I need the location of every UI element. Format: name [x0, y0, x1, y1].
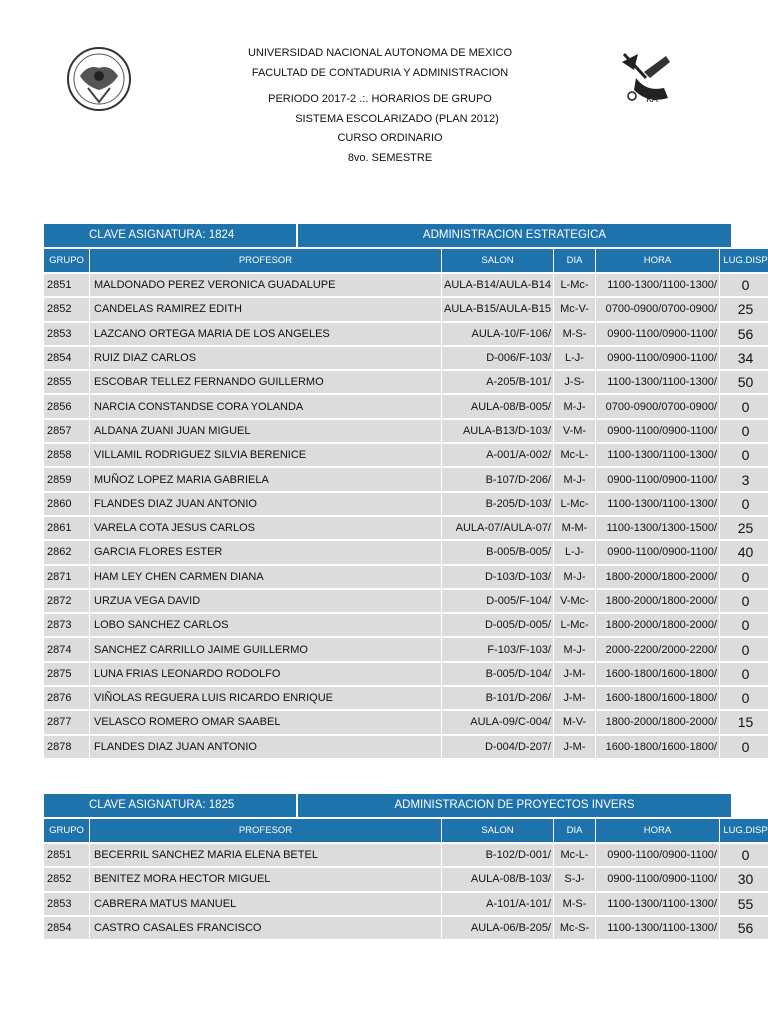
hora-cell: 1600-1800/1600-1800/ [596, 661, 720, 685]
salon-cell: A-101/A-101/ [442, 891, 554, 915]
dia-cell: L-Mc- [554, 491, 596, 515]
dia-cell: J-M- [554, 661, 596, 685]
lug-disp-cell: 30 [720, 866, 768, 890]
hora-cell: 0900-1100/0900-1100/ [596, 866, 720, 890]
dia-cell: L-Mc- [554, 612, 596, 636]
grupo-cell: 2873 [44, 612, 90, 636]
dia-cell: M-J- [554, 636, 596, 660]
profesor-cell: BENITEZ MORA HECTOR MIGUEL [90, 866, 442, 890]
profesor-cell: SANCHEZ CARRILLO JAIME GUILLERMO [90, 636, 442, 660]
lug-disp-cell: 25 [720, 296, 768, 320]
salon-cell: B-005/B-005/ [442, 539, 554, 563]
salon-cell: D-006/F-103/ [442, 345, 554, 369]
lug-disp-cell: 55 [720, 891, 768, 915]
grupo-cell: 2876 [44, 685, 90, 709]
table-row [44, 734, 768, 758]
salon-cell: D-004/D-207/ [442, 734, 554, 758]
grupo-cell: 2872 [44, 588, 90, 612]
curso-line: CURSO ORDINARIO [337, 132, 443, 144]
dia-cell: Mc-S- [554, 915, 596, 939]
profesor-cell: URZUA VEGA DAVID [90, 588, 442, 612]
lug-disp-cell: 40 [720, 539, 768, 563]
table-row [44, 866, 768, 890]
profesor-cell: FLANDES DIAZ JUAN ANTONIO [90, 734, 442, 758]
grupo-cell: 2860 [44, 491, 90, 515]
dia-cell: Mc-V- [554, 296, 596, 320]
salon-cell: AULA-08/B-103/ [442, 866, 554, 890]
column-header-lug-disp: LUG.DISP [720, 247, 768, 272]
salon-cell: AULA-B15/AULA-B15 [442, 296, 554, 320]
dia-cell: J-S- [554, 369, 596, 393]
hora-cell: 2000-2200/2000-2200/ [596, 636, 720, 660]
table-row [44, 272, 768, 296]
hora-cell: 0900-1100/0900-1100/ [596, 466, 720, 490]
profesor-cell: MALDONADO PEREZ VERONICA GUADALUPE [90, 272, 442, 296]
dia-cell: L-J- [554, 539, 596, 563]
grupo-cell: 2854 [44, 915, 90, 939]
profesor-cell: LOBO SANCHEZ CARLOS [90, 612, 442, 636]
hora-cell: 0900-1100/0900-1100/ [596, 321, 720, 345]
table-row [44, 564, 768, 588]
table-row [44, 418, 768, 442]
hora-cell: 0700-0900/0700-0900/ [596, 296, 720, 320]
column-header-row [44, 247, 768, 272]
lug-disp-cell: 0 [720, 661, 768, 685]
grupo-cell: 2855 [44, 369, 90, 393]
table-row [44, 842, 768, 866]
hora-cell: 1100-1300/1100-1300/ [596, 369, 720, 393]
table-row [44, 491, 768, 515]
salon-cell: B-005/D-104/ [442, 661, 554, 685]
profesor-cell: RUIZ DIAZ CARLOS [90, 345, 442, 369]
asignatura-nombre: ADMINISTRACION ESTRATEGICA [422, 229, 607, 241]
asignatura-header [44, 794, 731, 817]
lug-disp-cell: 0 [720, 636, 768, 660]
salon-cell: D-005/F-104/ [442, 588, 554, 612]
hora-cell: 0900-1100/0900-1100/ [596, 418, 720, 442]
grupo-cell: 2854 [44, 345, 90, 369]
column-header-grupo: GRUPO [44, 817, 90, 842]
grupo-cell: 2871 [44, 564, 90, 588]
profesor-cell: VARELA COTA JESUS CARLOS [90, 515, 442, 539]
grupo-cell: 2852 [44, 296, 90, 320]
asignatura-block [44, 794, 768, 939]
hora-cell: 1100-1300/1300-1500/ [596, 515, 720, 539]
dia-cell: M-S- [554, 891, 596, 915]
column-header-hora: HORA [596, 817, 720, 842]
column-header-dia: DIA [554, 247, 596, 272]
salon-cell: D-103/D-103/ [442, 564, 554, 588]
salon-cell: AULA-08/B-005/ [442, 393, 554, 417]
lug-disp-cell: 0 [720, 418, 768, 442]
profesor-cell: FLANDES DIAZ JUAN ANTONIO [90, 491, 442, 515]
table-row [44, 685, 768, 709]
hora-cell: 1600-1800/1600-1800/ [596, 685, 720, 709]
table-row [44, 296, 768, 320]
lug-disp-cell: 15 [720, 709, 768, 733]
grupo-cell: 2859 [44, 466, 90, 490]
profesor-cell: VIÑOLAS REGUERA LUIS RICARDO ENRIQUE [90, 685, 442, 709]
dia-cell: L-J- [554, 345, 596, 369]
table-row [44, 539, 768, 563]
hora-cell: 0900-1100/0900-1100/ [596, 345, 720, 369]
lug-disp-cell: 50 [720, 369, 768, 393]
asignatura-clave: CLAVE ASIGNATURA: 1824 [44, 224, 298, 247]
lug-disp-cell: 3 [720, 466, 768, 490]
salon-cell: A-001/A-002/ [442, 442, 554, 466]
hora-cell: 1100-1300/1100-1300/ [596, 891, 720, 915]
table-row [44, 661, 768, 685]
salon-cell: A-205/B-101/ [442, 369, 554, 393]
column-header-grupo: GRUPO [44, 247, 90, 272]
dia-cell: S-J- [554, 866, 596, 890]
hora-cell: 0900-1100/0900-1100/ [596, 539, 720, 563]
profesor-cell: ALDANA ZUANI JUAN MIGUEL [90, 418, 442, 442]
fca-logo-icon [616, 48, 676, 108]
grupo-cell: 2861 [44, 515, 90, 539]
lug-disp-cell: 0 [720, 588, 768, 612]
table-row [44, 321, 768, 345]
table-row [44, 466, 768, 490]
salon-cell: AULA-B13/D-103/ [442, 418, 554, 442]
profesor-cell: NARCIA CONSTANDSE CORA YOLANDA [90, 393, 442, 417]
hora-cell: 1100-1300/1100-1300/ [596, 272, 720, 296]
dia-cell: M-V- [554, 709, 596, 733]
salon-cell: B-205/D-103/ [442, 491, 554, 515]
grupo-cell: 2857 [44, 418, 90, 442]
salon-cell: AULA-06/B-205/ [442, 915, 554, 939]
lug-disp-cell: 25 [720, 515, 768, 539]
lug-disp-cell: 0 [720, 842, 768, 866]
dia-cell: V-Mc- [554, 588, 596, 612]
lug-disp-cell: 34 [720, 345, 768, 369]
hora-cell: 1800-2000/1800-2000/ [596, 612, 720, 636]
column-header-salon: SALON [442, 247, 554, 272]
dia-cell: V-M- [554, 418, 596, 442]
grupo-cell: 2853 [44, 321, 90, 345]
table-row [44, 393, 768, 417]
profesor-cell: CANDELAS RAMIREZ EDITH [90, 296, 442, 320]
salon-cell: F-103/F-103/ [442, 636, 554, 660]
grupo-cell: 2853 [44, 891, 90, 915]
profesor-cell: CASTRO CASALES FRANCISCO [90, 915, 442, 939]
lug-disp-cell: 0 [720, 734, 768, 758]
lug-disp-cell: 0 [720, 442, 768, 466]
dia-cell: M-J- [554, 564, 596, 588]
salon-cell: B-101/D-206/ [442, 685, 554, 709]
dia-cell: Mc-L- [554, 842, 596, 866]
table-row [44, 588, 768, 612]
lug-disp-cell: 56 [720, 915, 768, 939]
hora-cell: 0900-1100/0900-1100/ [596, 842, 720, 866]
faculty-name: FACULTAD DE CONTADURIA Y ADMINISTRACION [251, 66, 509, 79]
column-header-row [44, 817, 768, 842]
column-header-lug-disp: LUG.DISP [720, 817, 768, 842]
semestre-line: 8vo. SEMESTRE [347, 151, 433, 164]
hora-cell: 1100-1300/1100-1300/ [596, 442, 720, 466]
lug-disp-cell: 0 [720, 612, 768, 636]
sistema-line: SISTEMA ESCOLARIZADO (PLAN 2012) [295, 112, 499, 125]
table-row [44, 891, 768, 915]
salon-cell: D-005/D-005/ [442, 612, 554, 636]
salon-cell: AULA-09/C-004/ [442, 709, 554, 733]
profesor-cell: LUNA FRIAS LEONARDO RODOLFO [90, 661, 442, 685]
schedule-table [44, 247, 768, 758]
grupo-cell: 2875 [44, 661, 90, 685]
schedule-table [44, 817, 768, 939]
profesor-cell: LAZCANO ORTEGA MARIA DE LOS ANGELES [90, 321, 442, 345]
dia-cell: J-M- [554, 685, 596, 709]
svg-text:KA: KA [646, 95, 658, 105]
asignatura-nombre: ADMINISTRACION DE PROYECTOS INVERS [394, 799, 635, 811]
table-row [44, 515, 768, 539]
hora-cell: 1100-1300/1100-1300/ [596, 491, 720, 515]
dia-cell: Mc-L- [554, 442, 596, 466]
profesor-cell: ESCOBAR TELLEZ FERNANDO GUILLERMO [90, 369, 442, 393]
document-header [0, 0, 768, 200]
grupo-cell: 2852 [44, 866, 90, 890]
grupo-cell: 2877 [44, 709, 90, 733]
grupo-cell: 2858 [44, 442, 90, 466]
dia-cell: J-M- [554, 734, 596, 758]
university-name: UNIVERSIDAD NACIONAL AUTONOMA DE MEXICO [247, 47, 513, 59]
profesor-cell: VILLAMIL RODRIGUEZ SILVIA BERENICE [90, 442, 442, 466]
salon-cell: B-107/D-206/ [442, 466, 554, 490]
grupo-cell: 2851 [44, 272, 90, 296]
lug-disp-cell: 0 [720, 393, 768, 417]
hora-cell: 1100-1300/1100-1300/ [596, 915, 720, 939]
table-row [44, 636, 768, 660]
lug-disp-cell: 0 [720, 685, 768, 709]
table-row [44, 442, 768, 466]
table-row [44, 709, 768, 733]
dia-cell: M-S- [554, 321, 596, 345]
hora-cell: 1800-2000/1800-2000/ [596, 564, 720, 588]
periodo-line: PERIODO 2017-2 .:. HORARIOS DE GRUPO [268, 93, 492, 105]
column-header-profesor: PROFESOR [90, 817, 442, 842]
hora-cell: 1800-2000/1800-2000/ [596, 588, 720, 612]
grupo-cell: 2856 [44, 393, 90, 417]
table-row [44, 612, 768, 636]
table-row [44, 369, 768, 393]
grupo-cell: 2851 [44, 842, 90, 866]
column-header-dia: DIA [554, 817, 596, 842]
grupo-cell: 2862 [44, 539, 90, 563]
profesor-cell: VELASCO ROMERO OMAR SAABEL [90, 709, 442, 733]
salon-cell: AULA-B14/AULA-B14 [442, 272, 554, 296]
grupo-cell: 2874 [44, 636, 90, 660]
lug-disp-cell: 56 [720, 321, 768, 345]
profesor-cell: MUÑOZ LOPEZ MARIA GABRIELA [90, 466, 442, 490]
dia-cell: M-J- [554, 466, 596, 490]
asignatura-clave: CLAVE ASIGNATURA: 1825 [44, 794, 298, 817]
hora-cell: 0700-0900/0700-0900/ [596, 393, 720, 417]
dia-cell: M-J- [554, 393, 596, 417]
table-row [44, 915, 768, 939]
dia-cell: L-Mc- [554, 272, 596, 296]
profesor-cell: CABRERA MATUS MANUEL [90, 891, 442, 915]
lug-disp-cell: 0 [720, 564, 768, 588]
profesor-cell: BECERRIL SANCHEZ MARIA ELENA BETEL [90, 842, 442, 866]
hora-cell: 1600-1800/1600-1800/ [596, 734, 720, 758]
grupo-cell: 2878 [44, 734, 90, 758]
asignatura-block [44, 224, 768, 758]
column-header-hora: HORA [596, 247, 720, 272]
dia-cell: M-M- [554, 515, 596, 539]
table-row [44, 345, 768, 369]
column-header-salon: SALON [442, 817, 554, 842]
profesor-cell: GARCIA FLORES ESTER [90, 539, 442, 563]
asignatura-header [44, 224, 731, 247]
column-header-profesor: PROFESOR [90, 247, 442, 272]
salon-cell: B-102/D-001/ [442, 842, 554, 866]
lug-disp-cell: 0 [720, 272, 768, 296]
salon-cell: AULA-07/AULA-07/ [442, 515, 554, 539]
salon-cell: AULA-10/F-106/ [442, 321, 554, 345]
profesor-cell: HAM LEY CHEN CARMEN DIANA [90, 564, 442, 588]
hora-cell: 1800-2000/1800-2000/ [596, 709, 720, 733]
lug-disp-cell: 0 [720, 491, 768, 515]
